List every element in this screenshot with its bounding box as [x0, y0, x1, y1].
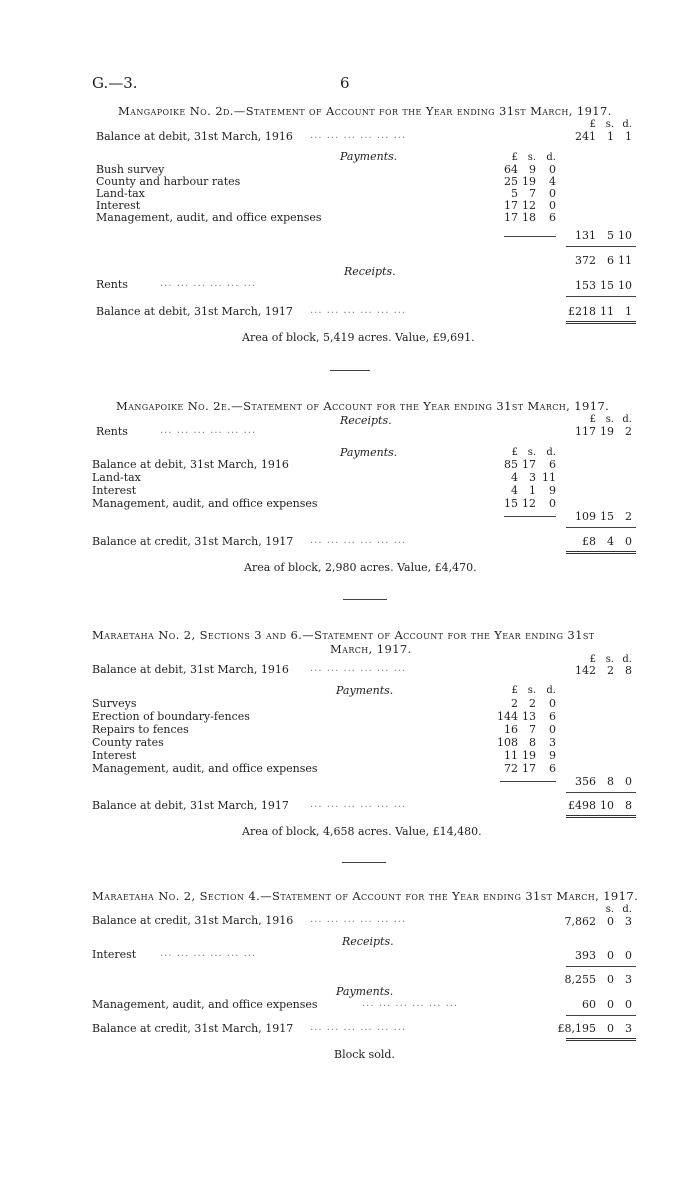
item-pence: 0 — [549, 199, 556, 212]
pounds-col-head: £ — [589, 119, 596, 130]
item-pounds: 25 — [504, 175, 518, 188]
payments-total-pence: 2 — [625, 510, 632, 523]
payments-heading: Payments. — [340, 446, 398, 459]
item-pounds: 4 — [511, 484, 518, 497]
subtotal-rule — [504, 516, 556, 517]
item-pounds: 72 — [504, 762, 518, 775]
item-label: Management, audit, and office expenses — [92, 497, 318, 510]
item-shillings: 8 — [529, 736, 536, 749]
opening-shillings: 0 — [607, 915, 614, 928]
sub-shillings-head: s. — [527, 152, 536, 163]
item-pence: 0 — [549, 187, 556, 200]
receipts-heading: Receipts. — [340, 414, 392, 427]
item-pence: 0 — [625, 998, 632, 1011]
leader-dots: ... ... ... ... ... ... — [160, 948, 257, 959]
leader-dots: ... ... ... ... ... ... — [310, 914, 407, 925]
section-divider — [330, 370, 370, 371]
payments-total-shillings: 8 — [607, 775, 614, 788]
closing-balance-label: Balance at debit, 31st March, 1917 — [96, 305, 293, 318]
pence-col-head: d. — [622, 654, 632, 665]
item-shillings: 15 — [600, 279, 614, 292]
double-rule — [566, 321, 636, 324]
item-pounds: 85 — [504, 458, 518, 471]
item-pence: 6 — [549, 458, 556, 471]
closing-balance-label: Balance at credit, 31st March, 1917 — [92, 535, 294, 548]
item-label: Rents — [96, 278, 128, 291]
closing-pence: 3 — [625, 1022, 632, 1035]
item-label: Balance at debit, 31st March, 1916 — [92, 458, 289, 471]
item-label: Interest — [92, 948, 137, 961]
closing-pence: 0 — [625, 535, 632, 548]
item-shillings: 3 — [529, 471, 536, 484]
opening-balance-label: Balance at debit, 31st March, 1916 — [96, 130, 293, 143]
item-pence: 11 — [542, 471, 556, 484]
payments-total-shillings: 15 — [600, 510, 614, 523]
opening-pounds: 241 — [575, 130, 596, 143]
section-divider — [342, 862, 386, 863]
item-pence: 2 — [625, 425, 632, 438]
closing-shillings: 10 — [600, 799, 614, 812]
item-label: Management, audit, and office expenses — [92, 998, 318, 1011]
subtotal-shillings: 6 — [607, 254, 614, 267]
block-note: Area of block, 2,980 acres. Value, £4,470. — [244, 561, 477, 574]
closing-shillings: 4 — [607, 535, 614, 548]
receipts-heading: Receipts. — [344, 265, 396, 278]
leader-dots: ... ... ... ... ... ... — [310, 663, 407, 674]
item-shillings: 2 — [529, 697, 536, 710]
total-rule — [566, 296, 636, 297]
item-pence: 6 — [549, 762, 556, 775]
item-label: Interest — [92, 484, 137, 497]
sub-shillings-head: s. — [527, 685, 536, 696]
closing-pence: 8 — [625, 799, 632, 812]
item-pence: 4 — [549, 175, 556, 188]
pounds-col-head: £ — [589, 414, 596, 425]
subtotal-pence: 11 — [618, 254, 632, 267]
item-pence: 3 — [549, 736, 556, 749]
closing-pounds: £8,195 — [557, 1022, 596, 1035]
sub-shillings-head: s. — [527, 447, 536, 458]
closing-pounds: £8 — [582, 535, 596, 548]
item-label: Interest — [92, 749, 137, 762]
total-rule — [566, 792, 636, 793]
shillings-col-head: s. — [605, 119, 614, 130]
item-pence: 9 — [549, 749, 556, 762]
page-reference: G.—3. — [92, 74, 138, 92]
item-pounds: 117 — [575, 425, 596, 438]
item-pounds: 4 — [511, 471, 518, 484]
item-pounds: 60 — [582, 998, 596, 1011]
leader-dots: ... ... ... ... ... ... — [310, 130, 407, 141]
section-title: Maraetaha No. 2, Sections 3 and 6.—Statement of Account for the Year ending 31st — [92, 628, 595, 642]
item-shillings: 13 — [522, 710, 536, 723]
section-title: Mangapoike No. 2e.—Statement of Account for the Year ending 31st March, 1917. — [116, 399, 610, 413]
subtotal-rule — [504, 236, 556, 237]
opening-pence: 3 — [625, 915, 632, 928]
item-pounds: 17 — [504, 211, 518, 224]
closing-shillings: 0 — [607, 1022, 614, 1035]
leader-dots: ... ... ... ... ... ... — [310, 799, 407, 810]
leader-dots: ... ... ... ... ... ... — [310, 535, 407, 546]
pence-col-head: d. — [622, 414, 632, 425]
closing-shillings: 11 — [600, 305, 614, 318]
item-shillings: 17 — [522, 458, 536, 471]
item-pounds: 153 — [575, 279, 596, 292]
item-pence: 0 — [625, 949, 632, 962]
item-shillings: 7 — [529, 187, 536, 200]
item-label: Management, audit, and office expenses — [96, 211, 322, 224]
item-shillings: 17 — [522, 762, 536, 775]
item-label: Erection of boundary-fences — [92, 710, 250, 723]
payments-total-pounds: 356 — [575, 775, 596, 788]
total-rule — [566, 966, 636, 967]
sub-pounds-head: £ — [511, 685, 518, 696]
opening-pounds: 7,862 — [564, 915, 596, 928]
closing-balance-label: Balance at debit, 31st March, 1917 — [92, 799, 289, 812]
item-label: Land-tax — [92, 471, 141, 484]
item-shillings: 1 — [529, 484, 536, 497]
item-pounds: 108 — [497, 736, 518, 749]
item-pounds: 2 — [511, 697, 518, 710]
sub-pounds-head: £ — [511, 152, 518, 163]
opening-pence: 8 — [625, 664, 632, 677]
block-note: Area of block, 5,419 acres. Value, £9,691. — [242, 331, 475, 344]
item-pounds: 17 — [504, 199, 518, 212]
item-label: Land-tax — [96, 187, 145, 200]
total-rule — [566, 1015, 636, 1016]
leader-dots: ... ... ... ... ... ... — [160, 278, 257, 289]
total-rule — [566, 527, 636, 528]
leader-dots: ... ... ... ... ... ... — [310, 305, 407, 316]
item-pounds: 11 — [504, 749, 518, 762]
item-shillings: 7 — [529, 723, 536, 736]
closing-pounds: £498 — [568, 799, 596, 812]
pence-col-head: d. — [622, 904, 632, 915]
subtotal-pounds: 8,255 — [564, 973, 596, 986]
item-shillings: 19 — [600, 425, 614, 438]
item-shillings: 18 — [522, 211, 536, 224]
item-pence: 0 — [549, 697, 556, 710]
opening-pounds: 142 — [575, 664, 596, 677]
item-pence: 0 — [549, 723, 556, 736]
receipts-heading: Receipts. — [342, 935, 394, 948]
opening-balance-label: Balance at debit, 31st March, 1916 — [92, 663, 289, 676]
shillings-col-head: s. — [605, 654, 614, 665]
item-pounds: 144 — [497, 710, 518, 723]
section-title: Mangapoike No. 2d.—Statement of Account for the Year ending 31st March, 1917. — [118, 104, 612, 118]
opening-shillings: 2 — [607, 664, 614, 677]
subtotal-shillings: 0 — [607, 973, 614, 986]
item-label: Bush survey — [96, 163, 165, 176]
sub-pence-head: d. — [546, 152, 556, 163]
opening-balance-label: Balance at credit, 31st March, 1916 — [92, 914, 294, 927]
item-pounds: 16 — [504, 723, 518, 736]
item-pounds: 393 — [575, 949, 596, 962]
payments-total-pence: 10 — [618, 229, 632, 242]
shillings-col-head: s. — [605, 414, 614, 425]
item-pence: 6 — [549, 710, 556, 723]
opening-shillings: 1 — [607, 130, 614, 143]
subtotal-pounds: 372 — [575, 254, 596, 267]
leader-dots: ... ... ... ... ... ... — [310, 1022, 407, 1033]
payments-heading: Payments. — [336, 985, 394, 998]
section-title-cont: March, 1917. — [330, 642, 412, 656]
item-pence: 6 — [549, 211, 556, 224]
item-shillings: 12 — [522, 199, 536, 212]
payments-heading: Payments. — [340, 150, 398, 163]
item-label: Interest — [96, 199, 141, 212]
closing-balance-label: Balance at credit, 31st March, 1917 — [92, 1022, 294, 1035]
opening-pence: 1 — [625, 130, 632, 143]
item-shillings: 19 — [522, 749, 536, 762]
shillings-col-head: s. — [605, 904, 614, 915]
closing-pence: 1 — [625, 305, 632, 318]
item-label: County rates — [92, 736, 164, 749]
closing-pounds: £218 — [568, 305, 596, 318]
item-pence: 10 — [618, 279, 632, 292]
item-label: Surveys — [92, 697, 137, 710]
subtotal-rule — [500, 781, 556, 782]
sub-pence-head: d. — [546, 685, 556, 696]
page-number: 6 — [340, 74, 350, 92]
item-label: Repairs to fences — [92, 723, 189, 736]
item-pounds: 15 — [504, 497, 518, 510]
double-rule — [566, 1038, 636, 1041]
total-rule — [566, 246, 636, 247]
double-rule — [566, 815, 636, 818]
item-pence: 9 — [549, 484, 556, 497]
block-note: Block sold. — [334, 1048, 395, 1061]
item-pence: 0 — [549, 163, 556, 176]
item-label: Rents — [96, 425, 128, 438]
section-title: Maraetaha No. 2, Section 4.—Statement of Account for the Year ending 31st March, 1917. — [92, 889, 639, 903]
subtotal-pence: 3 — [625, 973, 632, 986]
double-rule — [566, 551, 636, 554]
section-divider — [343, 599, 387, 600]
payments-heading: Payments. — [336, 684, 394, 697]
item-shillings: 12 — [522, 497, 536, 510]
leader-dots: ... ... ... ... ... ... — [160, 425, 257, 436]
sub-pence-head: d. — [546, 447, 556, 458]
item-shillings: 9 — [529, 163, 536, 176]
sub-pounds-head: £ — [511, 447, 518, 458]
pence-col-head: d. — [622, 119, 632, 130]
item-pounds: 64 — [504, 163, 518, 176]
item-shillings: 0 — [607, 998, 614, 1011]
pounds-col-head: £ — [589, 654, 596, 665]
item-label: County and harbour rates — [96, 175, 241, 188]
item-shillings: 19 — [522, 175, 536, 188]
payments-total-pounds: 109 — [575, 510, 596, 523]
item-label: Management, audit, and office expenses — [92, 762, 318, 775]
payments-total-pence: 0 — [625, 775, 632, 788]
item-pounds: 5 — [511, 187, 518, 200]
item-shillings: 0 — [607, 949, 614, 962]
block-note: Area of block, 4,658 acres. Value, £14,480. — [242, 825, 482, 838]
payments-total-pounds: 131 — [575, 229, 596, 242]
item-pence: 0 — [549, 497, 556, 510]
leader-dots: ... ... ... ... ... ... — [362, 998, 459, 1009]
payments-total-shillings: 5 — [607, 229, 614, 242]
